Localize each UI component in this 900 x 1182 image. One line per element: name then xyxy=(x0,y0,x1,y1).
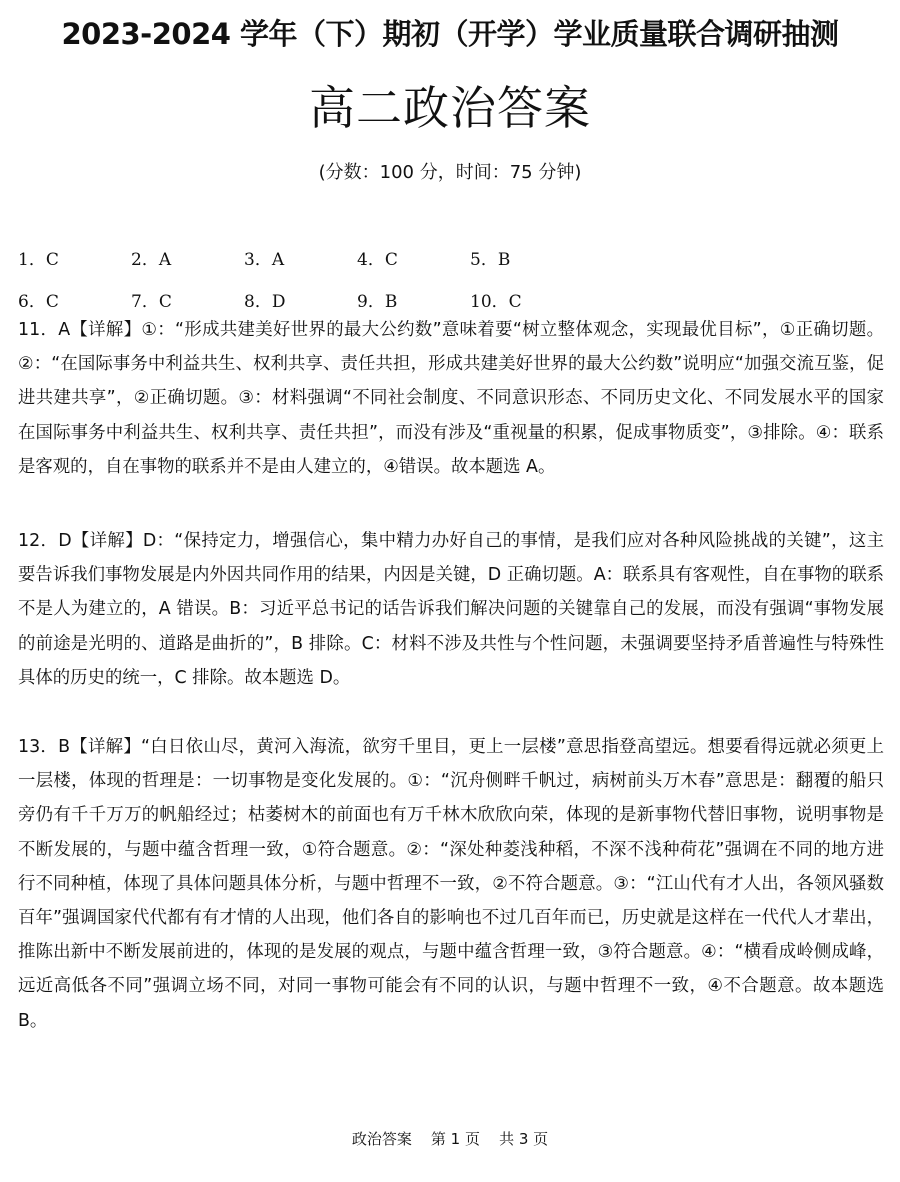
answer-9: 9．B xyxy=(357,291,398,312)
answer-4: 4．C xyxy=(357,249,398,270)
answer-5: 5．B xyxy=(470,249,511,270)
answer-1: 1．C xyxy=(18,249,59,270)
answer-3: 3．A xyxy=(244,249,285,270)
explanation-11: 11．A【详解】①：“形成共建美好世界的最大公约数”意味着要“树立整体观念，实现最优目标”，①正确切题。②：“在国际事务中利益共生、权利共享、责任共担，形成共建美好世界的最大公约数”说明应“加强交流互鉴，促进共建共享”，②正确切题。③：材料强调“不同社会制度、不同意识形态、不同历史文化、不同发展水平的国家在国际事务中利益共生、权利共享、责任共担”，而没有涉及“重视量的积累，促成事物质变”，③排除。④：联系是客观的，自在事物的联系并不是由人建立的，④错误。故本题选 A。 xyxy=(18,320,884,477)
page-footer: 政治答案 第 1 页 共 3 页 xyxy=(351,1130,549,1148)
answer-6: 6．C xyxy=(18,291,59,312)
explanation-12: 12．D【详解】D：“保持定力，增强信心，集中精力办好自己的事情，是我们应对各种风险挑战的关键”，这主要告诉我们事物发展是内外因共同作用的结果，内因是关键，D 正确切题。A：联系具有客观性，自在事物的联系不是人为建立的，A 错误。B：习近平总书记的话告诉我们解决问题的关键靠自己的发展，而没有强调“事物发展的前途是光明的、道路是曲折的”，B 排除。C：材料不涉及共性与个性问题，未强调要坚持矛盾普遍性与特殊性具体的历史的统一，C 排除。故本题选 D。 xyxy=(18,531,884,688)
answer-2: 2．A xyxy=(131,249,172,270)
answer-8: 8．D xyxy=(244,291,286,312)
answer-7: 7．C xyxy=(131,291,172,312)
exam-info: (分数：100 分，时间：75 分钟) xyxy=(318,162,582,183)
answer-key xyxy=(18,236,882,320)
explanation-13: 13．B【详解】“白日依山尽，黄河入海流，欲穷千里目，更上一层楼”意思指登高望远。想要看得远就必须更上一层楼，体现的哲理是：一切事物是变化发展的。①：“沉舟侧畔千帆过，病树前头万木春”意思是：翻覆的船只旁仍有千千万万的帆船经过；枯萎树木的前面也有万千林木欣欣向荣，体现的是新事物代替旧事物，说明事物是不断发展的，与题中蕴含哲理一致，①符合题意。②：“深处种菱浅种稻，不深不浅种荷花”强调在不同的地方进行不同种植，体现了具体问题具体分析，与题中哲理不一致，②不符合题意。③：“江山代有才人出，各领风骚数百年”强调国家代代都有有才情的人出现，他们各自的影响也不过几百年而已，历史就是这样在一代代人才辈出，推陈出新中不断发展前进的，体现的是发展的观点，与题中蕴含哲理一致，③符合题意。④：“横看成岭侧成峰，远近高低各不同”强调立场不同，对同一事物可能会有不同的认识，与题中哲理不一致，④不合题意。故本题选 B。 xyxy=(18,737,884,1031)
document-title: 高二政治答案 xyxy=(309,81,591,135)
exam-title: 2023-2024 学年（下）期初（开学）学业质量联合调研抽测 xyxy=(61,17,839,51)
answer-row-1 xyxy=(18,236,882,278)
answer-10: 10．C xyxy=(470,291,522,312)
